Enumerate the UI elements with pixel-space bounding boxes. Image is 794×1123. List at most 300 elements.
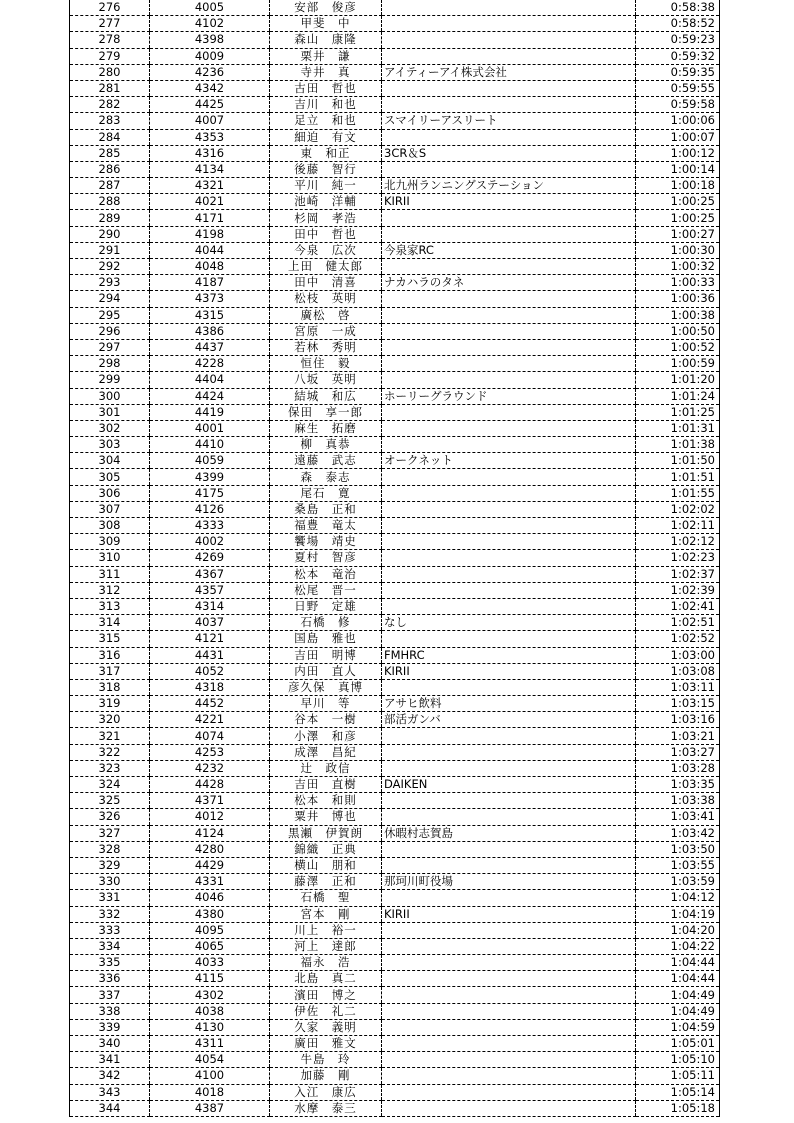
team-cell [382, 356, 636, 372]
team-cell: なし [382, 615, 636, 631]
runner-name-cell: 杉岡 孝浩 [270, 210, 382, 226]
bib-number-cell: 4314 [150, 598, 270, 614]
runner-name-cell: 北島 真二 [270, 971, 382, 987]
table-row [70, 226, 720, 242]
rank-cell: 311 [70, 566, 150, 582]
rank-cell: 293 [70, 275, 150, 291]
team-cell [382, 259, 636, 275]
rank-cell: 290 [70, 226, 150, 242]
finish-time-cell: 1:03:08 [636, 663, 720, 679]
rank-cell: 277 [70, 16, 150, 32]
runner-name-cell: 横山 朋和 [270, 857, 382, 873]
runner-name-cell: 松本 竜治 [270, 566, 382, 582]
results-body [70, 0, 720, 1116]
finish-time-cell: 1:02:39 [636, 582, 720, 598]
table-row [70, 469, 720, 485]
bib-number-cell: 4102 [150, 16, 270, 32]
finish-time-cell: 1:03:38 [636, 793, 720, 809]
runner-name-cell: 恒住 毅 [270, 356, 382, 372]
team-cell: ナカハラのタネ [382, 275, 636, 291]
table-row [70, 857, 720, 873]
runner-name-cell: 石橋 聖 [270, 890, 382, 906]
table-row [70, 793, 720, 809]
table-row [70, 518, 720, 534]
rank-cell: 294 [70, 291, 150, 307]
runner-name-cell: 森 泰志 [270, 469, 382, 485]
team-cell [382, 80, 636, 96]
team-cell: オークネット [382, 453, 636, 469]
runner-name-cell: 松本 和則 [270, 793, 382, 809]
rank-cell: 310 [70, 550, 150, 566]
runner-name-cell: 結城 和広 [270, 388, 382, 404]
bib-number-cell: 4052 [150, 663, 270, 679]
finish-time-cell: 1:02:52 [636, 631, 720, 647]
team-cell: KIRII [382, 663, 636, 679]
bib-number-cell: 4353 [150, 129, 270, 145]
team-cell [382, 744, 636, 760]
finish-time-cell: 1:03:15 [636, 696, 720, 712]
rank-cell: 321 [70, 728, 150, 744]
rank-cell: 302 [70, 420, 150, 436]
runner-name-cell: 廣松 啓 [270, 307, 382, 323]
runner-name-cell: 桑島 正和 [270, 501, 382, 517]
team-cell [382, 987, 636, 1003]
runner-name-cell: 松枝 英明 [270, 291, 382, 307]
runner-name-cell: 遠藤 武志 [270, 453, 382, 469]
team-cell: KIRII [382, 906, 636, 922]
runner-name-cell: 細迫 有文 [270, 129, 382, 145]
bib-number-cell: 4059 [150, 453, 270, 469]
bib-number-cell: 4333 [150, 518, 270, 534]
finish-time-cell: 1:00:06 [636, 113, 720, 129]
rank-cell: 288 [70, 194, 150, 210]
team-cell: 3CR＆S [382, 145, 636, 161]
team-cell [382, 631, 636, 647]
rank-cell: 335 [70, 955, 150, 971]
team-cell: 部活ガンバ [382, 712, 636, 728]
runner-name-cell: 甲斐 中 [270, 16, 382, 32]
team-cell [382, 404, 636, 420]
rank-cell: 332 [70, 906, 150, 922]
team-cell [382, 485, 636, 501]
rank-cell: 285 [70, 145, 150, 161]
runner-name-cell: 水摩 泰三 [270, 1100, 382, 1116]
table-row [70, 760, 720, 776]
runner-name-cell: 藤澤 正和 [270, 874, 382, 890]
team-cell: ホーリーグラウンド [382, 388, 636, 404]
table-row [70, 534, 720, 550]
table-row [70, 615, 720, 631]
team-cell [382, 760, 636, 776]
rank-cell: 283 [70, 113, 150, 129]
bib-number-cell: 4037 [150, 615, 270, 631]
table-row [70, 356, 720, 372]
runner-name-cell: 安部 俊彦 [270, 0, 382, 16]
bib-number-cell: 4331 [150, 874, 270, 890]
finish-time-cell: 1:05:18 [636, 1100, 720, 1116]
bib-number-cell: 4452 [150, 696, 270, 712]
rank-cell: 308 [70, 518, 150, 534]
bib-number-cell: 4048 [150, 259, 270, 275]
table-row [70, 113, 720, 129]
team-cell [382, 129, 636, 145]
rank-cell: 322 [70, 744, 150, 760]
team-cell [382, 307, 636, 323]
rank-cell: 341 [70, 1052, 150, 1068]
finish-time-cell: 1:02:11 [636, 518, 720, 534]
runner-name-cell: 寺井 真 [270, 64, 382, 80]
finish-time-cell: 1:03:42 [636, 825, 720, 841]
finish-time-cell: 0:58:52 [636, 16, 720, 32]
table-row [70, 129, 720, 145]
bib-number-cell: 4228 [150, 356, 270, 372]
bib-number-cell: 4236 [150, 64, 270, 80]
table-row [70, 566, 720, 582]
team-cell [382, 372, 636, 388]
table-row [70, 1052, 720, 1068]
table-row [70, 663, 720, 679]
bib-number-cell: 4221 [150, 712, 270, 728]
runner-name-cell: 廣田 雅文 [270, 1036, 382, 1052]
finish-time-cell: 1:00:25 [636, 194, 720, 210]
runner-name-cell: 成澤 昌紀 [270, 744, 382, 760]
rank-cell: 281 [70, 80, 150, 96]
table-row [70, 582, 720, 598]
table-row [70, 420, 720, 436]
team-cell: アイティーアイ株式会社 [382, 64, 636, 80]
finish-time-cell: 1:01:25 [636, 404, 720, 420]
bib-number-cell: 4054 [150, 1052, 270, 1068]
bib-number-cell: 4269 [150, 550, 270, 566]
team-cell [382, 1052, 636, 1068]
rank-cell: 292 [70, 259, 150, 275]
team-cell [382, 857, 636, 873]
finish-time-cell: 1:03:00 [636, 647, 720, 663]
finish-time-cell: 1:05:10 [636, 1052, 720, 1068]
rank-cell: 331 [70, 890, 150, 906]
bib-number-cell: 4021 [150, 194, 270, 210]
finish-time-cell: 0:59:35 [636, 64, 720, 80]
rank-cell: 305 [70, 469, 150, 485]
table-row [70, 323, 720, 339]
bib-number-cell: 4404 [150, 372, 270, 388]
runner-name-cell: 小澤 和彦 [270, 728, 382, 744]
table-row [70, 922, 720, 938]
finish-time-cell: 1:00:52 [636, 339, 720, 355]
table-row [70, 339, 720, 355]
table-row [70, 0, 720, 16]
runner-name-cell: 田中 哲也 [270, 226, 382, 242]
runner-name-cell: 福豊 竜太 [270, 518, 382, 534]
table-row [70, 938, 720, 954]
runner-name-cell: 森山 康隆 [270, 32, 382, 48]
table-row [70, 437, 720, 453]
table-row [70, 32, 720, 48]
runner-name-cell: 入江 康広 [270, 1084, 382, 1100]
rank-cell: 286 [70, 161, 150, 177]
team-cell: アサヒ飲料 [382, 696, 636, 712]
rank-cell: 309 [70, 534, 150, 550]
rank-cell: 276 [70, 0, 150, 16]
rank-cell: 328 [70, 841, 150, 857]
finish-time-cell: 0:59:58 [636, 97, 720, 113]
rank-cell: 336 [70, 971, 150, 987]
rank-cell: 279 [70, 48, 150, 64]
rank-cell: 318 [70, 679, 150, 695]
bib-number-cell: 4387 [150, 1100, 270, 1116]
table-row [70, 874, 720, 890]
runner-name-cell: 夏村 智彦 [270, 550, 382, 566]
table-row [70, 679, 720, 695]
rank-cell: 329 [70, 857, 150, 873]
rank-cell: 306 [70, 485, 150, 501]
finish-time-cell: 1:02:23 [636, 550, 720, 566]
runner-name-cell: 宮原 一成 [270, 323, 382, 339]
team-cell [382, 501, 636, 517]
finish-time-cell: 0:59:55 [636, 80, 720, 96]
team-cell [382, 890, 636, 906]
team-cell [382, 566, 636, 582]
rank-cell: 339 [70, 1019, 150, 1035]
finish-time-cell: 1:05:14 [636, 1084, 720, 1100]
bib-number-cell: 4005 [150, 0, 270, 16]
rank-cell: 330 [70, 874, 150, 890]
finish-time-cell: 1:02:02 [636, 501, 720, 517]
finish-time-cell: 1:04:49 [636, 987, 720, 1003]
results-table [69, 0, 720, 1117]
team-cell [382, 48, 636, 64]
bib-number-cell: 4065 [150, 938, 270, 954]
bib-number-cell: 4398 [150, 32, 270, 48]
table-row [70, 841, 720, 857]
runner-name-cell: 谷本 一樹 [270, 712, 382, 728]
bib-number-cell: 4115 [150, 971, 270, 987]
team-cell [382, 679, 636, 695]
finish-time-cell: 0:59:23 [636, 32, 720, 48]
finish-time-cell: 1:01:50 [636, 453, 720, 469]
team-cell [382, 550, 636, 566]
table-row [70, 291, 720, 307]
runner-name-cell: 黒瀬 伊賀朗 [270, 825, 382, 841]
finish-time-cell: 1:00:07 [636, 129, 720, 145]
bib-number-cell: 4126 [150, 501, 270, 517]
runner-name-cell: 吉田 明博 [270, 647, 382, 663]
bib-number-cell: 4038 [150, 1003, 270, 1019]
team-cell [382, 1019, 636, 1035]
runner-name-cell: 松尾 晋一 [270, 582, 382, 598]
bib-number-cell: 4315 [150, 307, 270, 323]
bib-number-cell: 4012 [150, 809, 270, 825]
rank-cell: 296 [70, 323, 150, 339]
team-cell [382, 161, 636, 177]
rank-cell: 298 [70, 356, 150, 372]
table-row [70, 712, 720, 728]
finish-time-cell: 1:00:50 [636, 323, 720, 339]
runner-name-cell: 足立 和也 [270, 113, 382, 129]
finish-time-cell: 1:04:19 [636, 906, 720, 922]
rank-cell: 300 [70, 388, 150, 404]
table-row [70, 161, 720, 177]
rank-cell: 312 [70, 582, 150, 598]
finish-time-cell: 1:03:35 [636, 777, 720, 793]
team-cell [382, 1036, 636, 1052]
runner-name-cell: 池崎 洋輔 [270, 194, 382, 210]
table-row [70, 80, 720, 96]
bib-number-cell: 4033 [150, 955, 270, 971]
runner-name-cell: 尾石 寛 [270, 485, 382, 501]
rank-cell: 282 [70, 97, 150, 113]
runner-name-cell: 福永 浩 [270, 955, 382, 971]
team-cell [382, 437, 636, 453]
table-row [70, 955, 720, 971]
finish-time-cell: 1:01:38 [636, 437, 720, 453]
rank-cell: 334 [70, 938, 150, 954]
runner-name-cell: 伊佐 礼二 [270, 1003, 382, 1019]
runner-name-cell: 彦久保 真博 [270, 679, 382, 695]
finish-time-cell: 1:04:12 [636, 890, 720, 906]
team-cell: 那珂川町役場 [382, 874, 636, 890]
finish-time-cell: 1:00:59 [636, 356, 720, 372]
table-row [70, 1068, 720, 1084]
runner-name-cell: 東 和正 [270, 145, 382, 161]
table-row [70, 404, 720, 420]
finish-time-cell: 1:02:12 [636, 534, 720, 550]
table-row [70, 777, 720, 793]
rank-cell: 317 [70, 663, 150, 679]
table-row [70, 275, 720, 291]
team-cell [382, 226, 636, 242]
rank-cell: 323 [70, 760, 150, 776]
runner-name-cell: 牛島 玲 [270, 1052, 382, 1068]
finish-time-cell: 1:03:16 [636, 712, 720, 728]
rank-cell: 291 [70, 242, 150, 258]
bib-number-cell: 4253 [150, 744, 270, 760]
finish-time-cell: 1:02:37 [636, 566, 720, 582]
finish-time-cell: 1:03:50 [636, 841, 720, 857]
runner-name-cell: 今泉 広次 [270, 242, 382, 258]
table-row [70, 388, 720, 404]
finish-time-cell: 1:05:01 [636, 1036, 720, 1052]
team-cell [382, 339, 636, 355]
table-row [70, 97, 720, 113]
table-row [70, 453, 720, 469]
finish-time-cell: 1:00:32 [636, 259, 720, 275]
rank-cell: 327 [70, 825, 150, 841]
bib-number-cell: 4280 [150, 841, 270, 857]
bib-number-cell: 4367 [150, 566, 270, 582]
team-cell [382, 938, 636, 954]
table-row [70, 728, 720, 744]
table-row [70, 1019, 720, 1035]
runner-name-cell: 国島 雅也 [270, 631, 382, 647]
bib-number-cell: 4373 [150, 291, 270, 307]
bib-number-cell: 4124 [150, 825, 270, 841]
finish-time-cell: 1:00:12 [636, 145, 720, 161]
finish-time-cell: 1:04:49 [636, 1003, 720, 1019]
runner-name-cell: 吉田 直樹 [270, 777, 382, 793]
finish-time-cell: 1:03:41 [636, 809, 720, 825]
finish-time-cell: 1:03:11 [636, 679, 720, 695]
table-row [70, 485, 720, 501]
table-row [70, 16, 720, 32]
runner-name-cell: 上田 健太郎 [270, 259, 382, 275]
bib-number-cell: 4302 [150, 987, 270, 1003]
finish-time-cell: 1:03:27 [636, 744, 720, 760]
runner-name-cell: 吉川 和也 [270, 97, 382, 113]
finish-time-cell: 1:01:24 [636, 388, 720, 404]
bib-number-cell: 4232 [150, 760, 270, 776]
rank-cell: 340 [70, 1036, 150, 1052]
rank-cell: 287 [70, 178, 150, 194]
runner-name-cell: 饗場 靖史 [270, 534, 382, 550]
team-cell [382, 1068, 636, 1084]
table-row [70, 242, 720, 258]
rank-cell: 314 [70, 615, 150, 631]
table-row [70, 550, 720, 566]
table-row [70, 1036, 720, 1052]
finish-time-cell: 0:58:38 [636, 0, 720, 16]
bib-number-cell: 4074 [150, 728, 270, 744]
runner-name-cell: 若林 秀明 [270, 339, 382, 355]
bib-number-cell: 4371 [150, 793, 270, 809]
team-cell: DAIKEN [382, 777, 636, 793]
finish-time-cell: 1:01:31 [636, 420, 720, 436]
finish-time-cell: 1:04:20 [636, 922, 720, 938]
runner-name-cell: 川上 裕一 [270, 922, 382, 938]
team-cell [382, 793, 636, 809]
runner-name-cell: 宮本 剛 [270, 906, 382, 922]
runner-name-cell: 田中 清喜 [270, 275, 382, 291]
rank-cell: 316 [70, 647, 150, 663]
table-row [70, 259, 720, 275]
bib-number-cell: 4410 [150, 437, 270, 453]
finish-time-cell: 1:05:11 [636, 1068, 720, 1084]
rank-cell: 333 [70, 922, 150, 938]
bib-number-cell: 4018 [150, 1084, 270, 1100]
bib-number-cell: 4175 [150, 485, 270, 501]
bib-number-cell: 4001 [150, 420, 270, 436]
finish-time-cell: 1:00:14 [636, 161, 720, 177]
finish-time-cell: 1:04:22 [636, 938, 720, 954]
runner-name-cell: 八坂 英明 [270, 372, 382, 388]
finish-time-cell: 1:00:33 [636, 275, 720, 291]
finish-time-cell: 1:00:30 [636, 242, 720, 258]
finish-time-cell: 1:01:51 [636, 469, 720, 485]
bib-number-cell: 4121 [150, 631, 270, 647]
team-cell [382, 1084, 636, 1100]
rank-cell: 344 [70, 1100, 150, 1116]
team-cell [382, 1100, 636, 1116]
finish-time-cell: 1:02:51 [636, 615, 720, 631]
runner-name-cell: 久家 義明 [270, 1019, 382, 1035]
rank-cell: 303 [70, 437, 150, 453]
bib-number-cell: 4044 [150, 242, 270, 258]
bib-number-cell: 4198 [150, 226, 270, 242]
bib-number-cell: 4357 [150, 582, 270, 598]
bib-number-cell: 4429 [150, 857, 270, 873]
bib-number-cell: 4007 [150, 113, 270, 129]
runner-name-cell: 栗井 謙 [270, 48, 382, 64]
team-cell [382, 16, 636, 32]
finish-time-cell: 1:03:55 [636, 857, 720, 873]
runner-name-cell: 濱田 博之 [270, 987, 382, 1003]
runner-name-cell: 麻生 拓磨 [270, 420, 382, 436]
runner-name-cell: 河上 達郎 [270, 938, 382, 954]
table-row [70, 971, 720, 987]
rank-cell: 337 [70, 987, 150, 1003]
team-cell [382, 32, 636, 48]
table-row [70, 194, 720, 210]
